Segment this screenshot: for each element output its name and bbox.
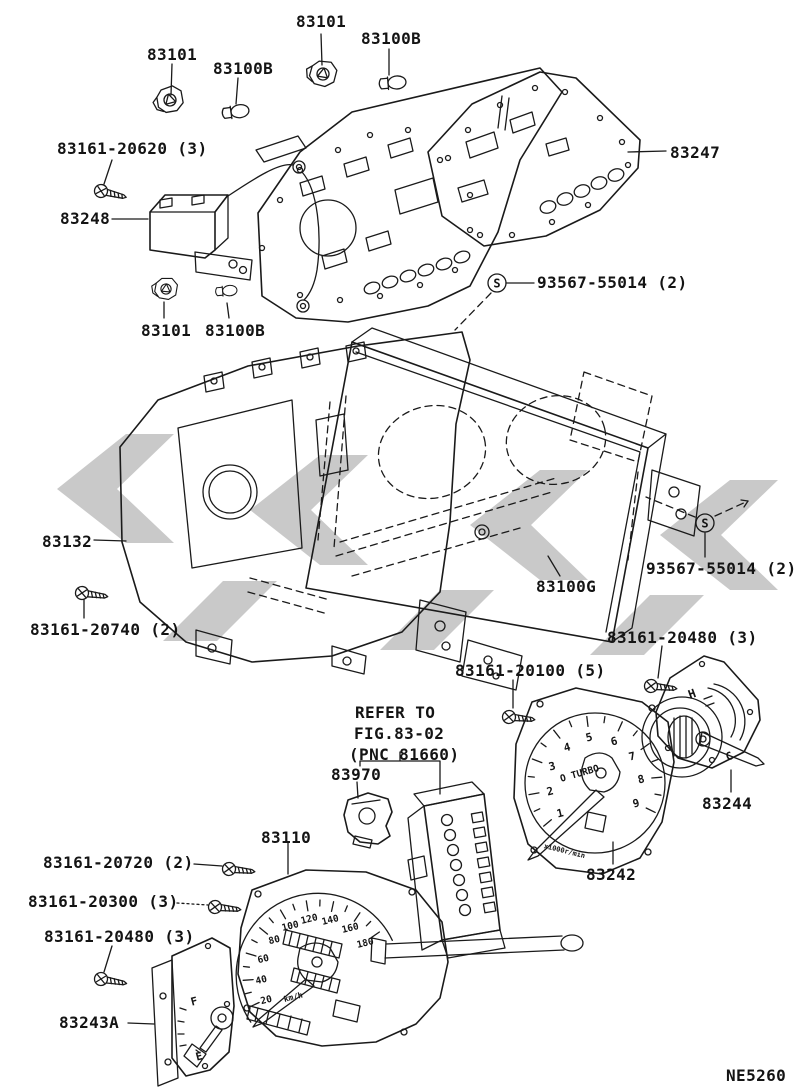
speedo-unit-text: km/h <box>282 990 304 1004</box>
svg-text:5: 5 <box>584 730 594 745</box>
label-93567-right: 93567-55014 (2) <box>646 559 797 578</box>
label-83243A: 83243A <box>59 1013 120 1032</box>
svg-text:6: 6 <box>609 734 619 749</box>
svg-text:1: 1 <box>555 806 565 821</box>
relay-83248 <box>93 160 319 312</box>
label-83248: 83248 <box>60 209 111 228</box>
trip-reset-stem <box>371 935 583 964</box>
label-83101-top-right: 83101 <box>296 12 347 31</box>
label-refer-line1: REFER TO <box>355 703 436 722</box>
label-refer-line3: (PNC 81660) <box>349 745 460 764</box>
label-93567-top: 93567-55014 (2) <box>537 273 688 292</box>
s-symbol-right: S <box>701 516 709 531</box>
label-83161-20620: 83161-20620 (3) <box>57 139 208 158</box>
label-83132: 83132 <box>42 532 93 551</box>
svg-text:2: 2 <box>545 784 555 799</box>
label-83161-20720: 83161-20720 (2) <box>43 853 194 872</box>
label-83100B-mid: 83100B <box>205 321 266 340</box>
indicator-panel-81660 <box>408 782 505 958</box>
svg-text:20: 20 <box>259 993 274 1008</box>
svg-text:140: 140 <box>320 913 341 928</box>
label-83101-mid: 83101 <box>141 321 192 340</box>
mask-plate-83247 <box>428 72 666 246</box>
svg-text:80: 80 <box>267 933 282 948</box>
temp-low-label: C <box>723 749 735 764</box>
svg-text:7: 7 <box>627 749 637 764</box>
label-83161-20300: 83161-20300 (3) <box>28 892 179 911</box>
label-83244: 83244 <box>702 794 753 813</box>
bulb-socket-set-mid <box>151 277 238 318</box>
label-83247: 83247 <box>670 143 721 162</box>
tach-dial-text: O TURBO <box>558 763 601 785</box>
temp-high-label: H <box>686 686 698 702</box>
svg-text:160: 160 <box>340 921 361 936</box>
svg-text:4: 4 <box>562 740 572 755</box>
svg-text:3: 3 <box>547 759 557 774</box>
fastener-symbol-top <box>455 274 534 330</box>
label-83161-20100: 83161-20100 (5) <box>455 661 606 680</box>
label-83161-20480-right: 83161-20480 (3) <box>607 628 758 647</box>
svg-text:8: 8 <box>636 772 646 787</box>
figure-code: NE5260 <box>726 1066 787 1085</box>
label-83970: 83970 <box>331 765 382 784</box>
fuel-empty-label: E <box>194 1049 205 1064</box>
s-symbol-top: S <box>493 276 501 291</box>
svg-text:9: 9 <box>631 796 641 811</box>
svg-text:60: 60 <box>256 952 271 967</box>
svg-text:100: 100 <box>280 919 301 934</box>
label-83161-20740: 83161-20740 (2) <box>30 620 181 639</box>
svg-text:180: 180 <box>355 936 376 951</box>
label-83110: 83110 <box>261 828 312 847</box>
label-83100G: 83100G <box>536 577 597 596</box>
tach-unit-text: x1000r/min <box>543 842 586 861</box>
label-refer-line2: FIG.83-02 <box>354 724 445 743</box>
fuel-gauge-83243A <box>128 938 234 1086</box>
label-83161-20480-bottom: 83161-20480 (3) <box>44 927 195 946</box>
label-83100B-top-left: 83100B <box>213 59 274 78</box>
circuit-plate <box>256 68 562 322</box>
svg-text:40: 40 <box>254 973 269 988</box>
tachometer-83242 <box>514 688 674 874</box>
label-83101-top-left: 83101 <box>147 45 198 64</box>
svg-text:120: 120 <box>299 912 320 927</box>
fuel-full-label: F <box>189 994 200 1009</box>
label-83100B-top-right: 83100B <box>361 29 422 48</box>
temp-gauge-83244 <box>642 656 764 792</box>
label-83242: 83242 <box>586 865 637 884</box>
